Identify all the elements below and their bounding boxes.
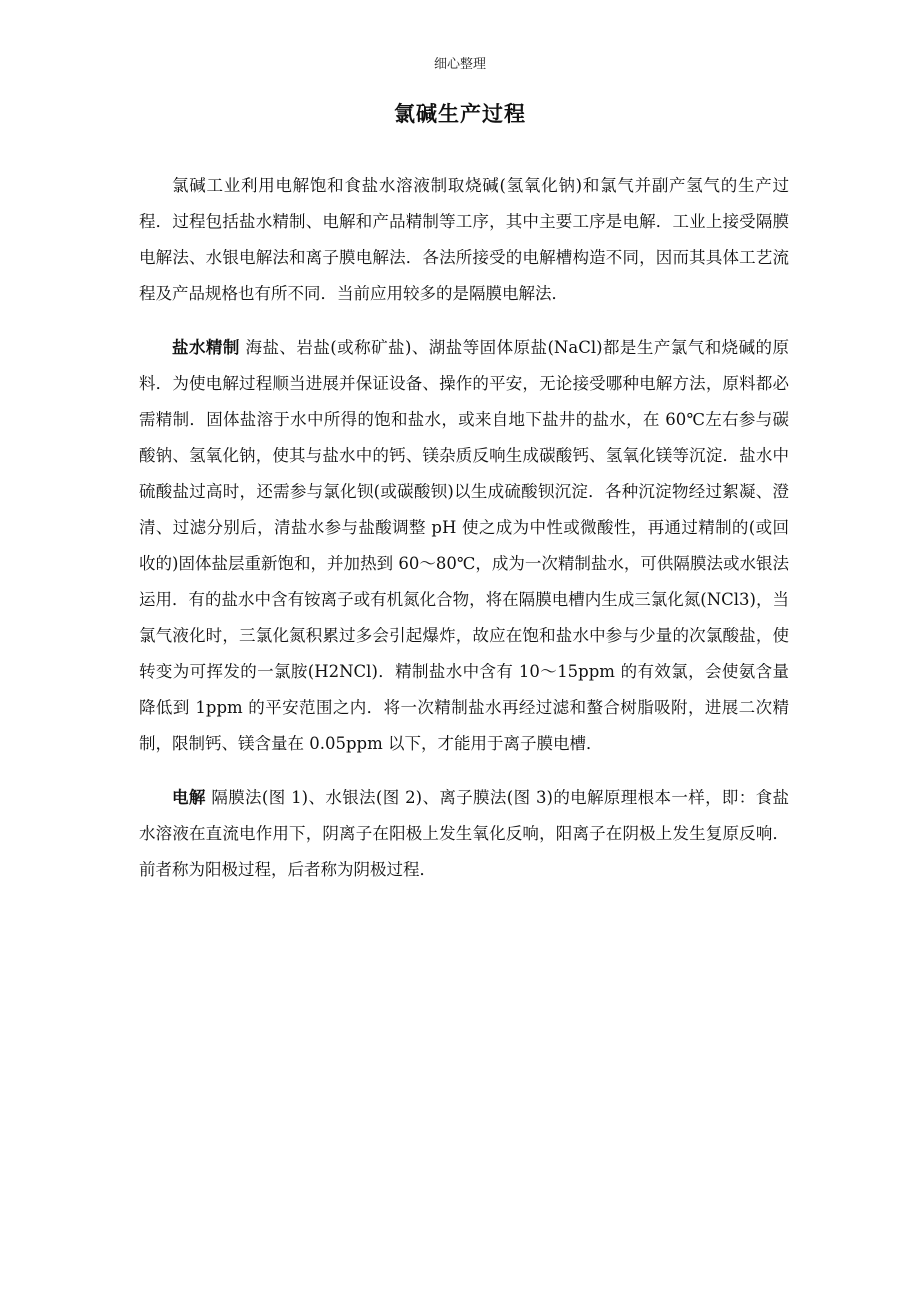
paragraph-electrolysis [139, 780, 789, 888]
paragraph-text: 氯碱工业利用电解饱和食盐水溶液制取烧碱(氢氧化钠)和氯气并副产氢气的生产过程．过程包括盐水精制、电解和产品精制等工序，其中主要工序是电解．工业上接受隔膜电解法、水银电解法和离子膜电解法．各法所接受的电解槽构造不同，因而其具体工艺流程及产品规格也有所不同．当前应用较多的是隔膜电解法． [139, 176, 789, 303]
paragraph-intro [139, 168, 789, 312]
paragraph-heading: 盐水精制 [172, 338, 240, 357]
paragraph-heading: 电解 [172, 788, 206, 807]
document-body [139, 168, 789, 906]
paragraph-brine-purification [139, 330, 789, 762]
page-header: 细心整理 [433, 57, 486, 72]
paragraph-text: 隔膜法(图 1)、水银法(图 2)、离子膜法(图 3)的电解原理根本一样，即：食盐水溶液在直流电作用下，阴离子在阳极上发生氧化反响，阳离子在阴极上发生复原反响．前者称为阳极过程，后者称为阴极过程． [139, 788, 790, 879]
document-title: 氯碱生产过程 [394, 101, 526, 126]
paragraph-text: 海盐、岩盐(或称矿盐)、湖盐等固体原盐(NaCl)都是生产氯气和烧碱的原料．为使电解过程顺当进展并保证设备、操作的平安，无论接受哪种电解方法，原料都必需精制．固体盐溶于水中所得的饱和盐水，或来自地下盐井的盐水，在 60℃左右参与碳酸钠、氢氧化钠，使其与盐水中的钙、镁杂质反响生成碳酸钙、氢氧化镁等沉淀．盐水中硫酸盐过高时，还需参与氯化钡(或碳酸钡)以生成硫酸钡沉淀．各种沉淀物经过絮凝、澄清、过滤分别后，清盐水参与盐酸调整 pH 使之成为中性或微酸性，再通过精制的(或回收的)固体盐层重新饱和，并加热到 60～80℃，成为一次精制盐水，可供隔膜法或水银法运用．有的盐水中含有铵离子或有机氮化合物，将在隔膜电槽内生成三氯化氮(NCl3)，当氯气液化时，三氯化氮积累过多会引起爆炸，故应在饱和盐水中参与少量的次氯酸盐，使转变为可挥发的一氯胺(H2NCl)．精制盐水中含有 10～15ppm 的有效氯，会使氨含量降低到 1ppm 的平安范围之内．将一次精制盐水再经过滤和螯合树脂吸附，进展二次精制，限制钙、镁含量在 0.05ppm 以下，才能用于离子膜电槽． [139, 338, 790, 753]
